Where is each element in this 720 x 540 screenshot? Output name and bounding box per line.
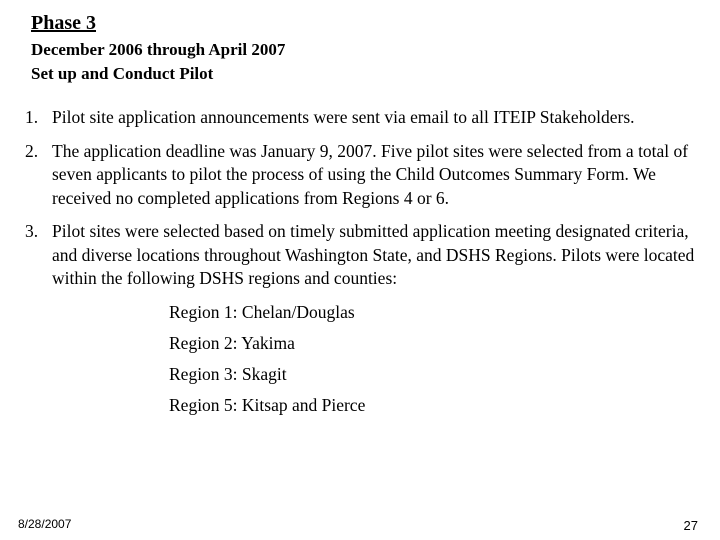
phase-title: Phase 3 (31, 12, 96, 34)
list-number: 1. (25, 107, 39, 127)
region-item: Region 5: Kitsap and Pierce (169, 394, 366, 415)
region-item: Region 1: Chelan/Douglas (169, 301, 355, 322)
pilot-steps-list (0, 106, 720, 435)
list-item (0, 106, 720, 130)
list-item-text: The application deadline was January 9, 2007. Five pilot sites were selected from a total of seven applicants to pilot the process of using the Child Outcomes Summary Form. We received no completed applications from Regions 4 or 6. (52, 140, 689, 208)
date-range: December 2006 through April 2007 (31, 40, 286, 59)
list-number: 2. (25, 140, 39, 161)
region-item: Region 2: Yakima (169, 332, 295, 353)
list-item (0, 220, 720, 425)
section-subtitle: Set up and Conduct Pilot (31, 64, 214, 83)
footer-date: 8/28/2007 (18, 517, 72, 531)
region-item: Region 3: Skagit (169, 363, 287, 384)
regions-list (169, 301, 702, 425)
list-item (0, 140, 720, 211)
list-item-text: Pilot sites were selected based on timely submitted application meeting designated criteria, and diverse locations throughout Washington State, and DSHS Regions. Pilots were located within the following DSHS regions and counties: (52, 221, 695, 288)
list-number: 3. (25, 221, 39, 241)
page-number: 27 (683, 518, 698, 533)
list-item-text: Pilot site application announcements were sent via email to all ITEIP Stakeholders. (52, 107, 635, 127)
